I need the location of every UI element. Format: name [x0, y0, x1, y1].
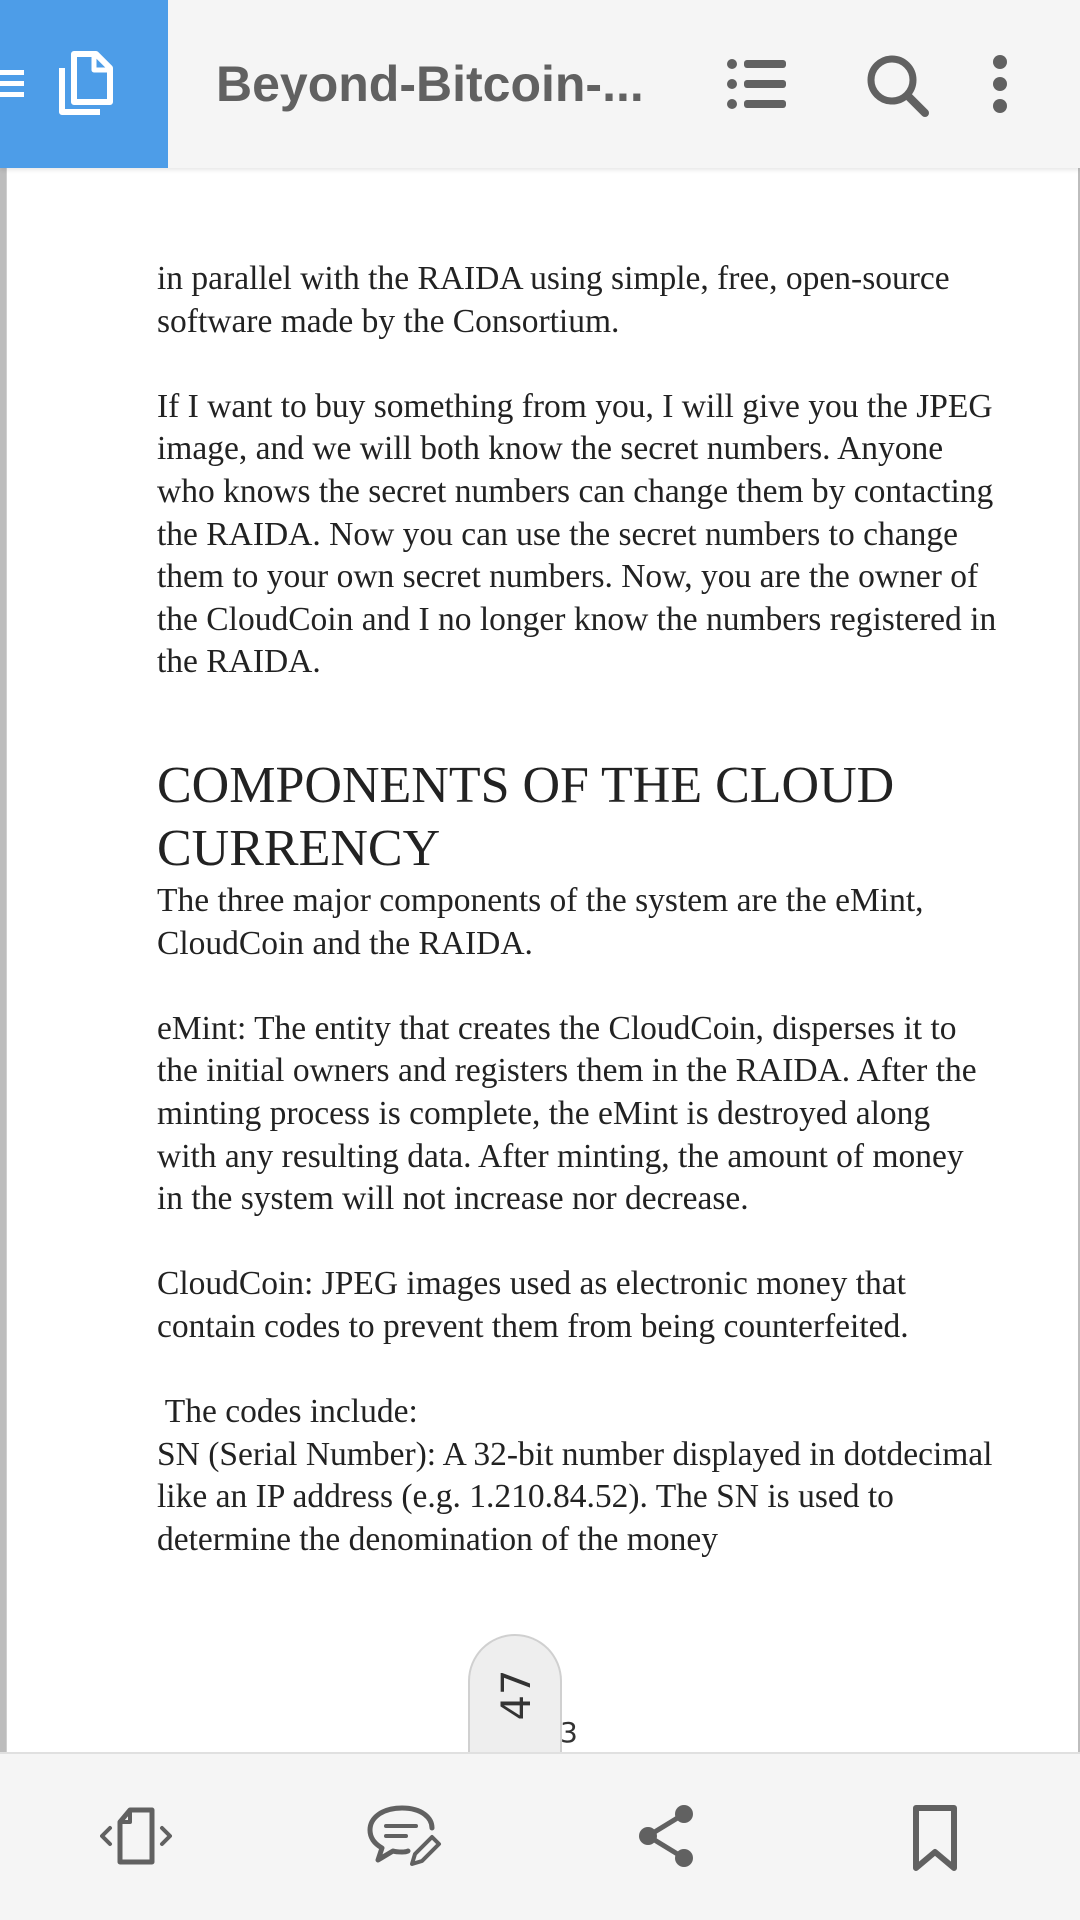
share-icon[interactable]	[636, 1804, 696, 1872]
paragraph: If I want to buy something from you, I will give you the JPEG image, and we will both know the secret numbers. Anyone who knows the secret numbers can change them by contacting the RAIDA. Now you can use the secret numbers to change them to your own secret numbers. Now, you are the owner of the CloudCoin and I no longer know the numbers registered in the RAIDA.	[157, 387, 997, 681]
paragraph: CloudCoin: JPEG images used as electronic money that contain codes to prevent them from being counterfeited.	[157, 1265, 909, 1345]
section-heading: COMPONENTS OF THE CLOUD CURRENCY	[157, 756, 895, 877]
search-icon[interactable]	[866, 54, 930, 122]
top-app-bar	[0, 0, 1080, 168]
page-number-suffix: 3	[560, 1716, 578, 1749]
page-viewer[interactable]	[0, 168, 1080, 1752]
document-page[interactable]	[6, 168, 1078, 1752]
table-of-contents-icon[interactable]	[726, 54, 788, 118]
paragraph: The codes include:	[157, 1393, 418, 1431]
comment-edit-icon[interactable]	[366, 1804, 442, 1874]
menu-icon[interactable]	[0, 68, 26, 104]
document-mode-button[interactable]	[0, 0, 168, 168]
document-icon	[56, 50, 116, 122]
paragraph: SN (Serial Number): A 32-bit number displayed in dotdecimal like an IP address (e.g. 1.210.84.52). The SN is used to determine the denomination of the money	[157, 1435, 993, 1558]
paragraph: eMint: The entity that creates the CloudCoin, disperses it to the initial owners and registers them in the RAIDA. After the minting process is complete, the eMint is destroyed along with any resulting data. After minting, the amount of money in the system will not increase nor decrease.	[157, 1009, 977, 1218]
paragraph: The three major components of the system are the eMint, CloudCoin and the RAIDA.	[157, 881, 924, 962]
more-options-icon[interactable]	[990, 54, 1010, 118]
document-title: Beyond-Bitcoin-...	[216, 56, 644, 112]
reflow-icon[interactable]	[100, 1804, 172, 1872]
page-number-tab[interactable]	[468, 1634, 562, 1752]
paragraph: in parallel with the RAIDA using simple, free, open-source software made by the Consortium.	[157, 260, 950, 340]
bookmark-icon[interactable]	[910, 1804, 960, 1876]
bottom-toolbar	[0, 1752, 1080, 1920]
current-page-number: 47	[494, 1669, 540, 1721]
page-content	[157, 258, 997, 1561]
